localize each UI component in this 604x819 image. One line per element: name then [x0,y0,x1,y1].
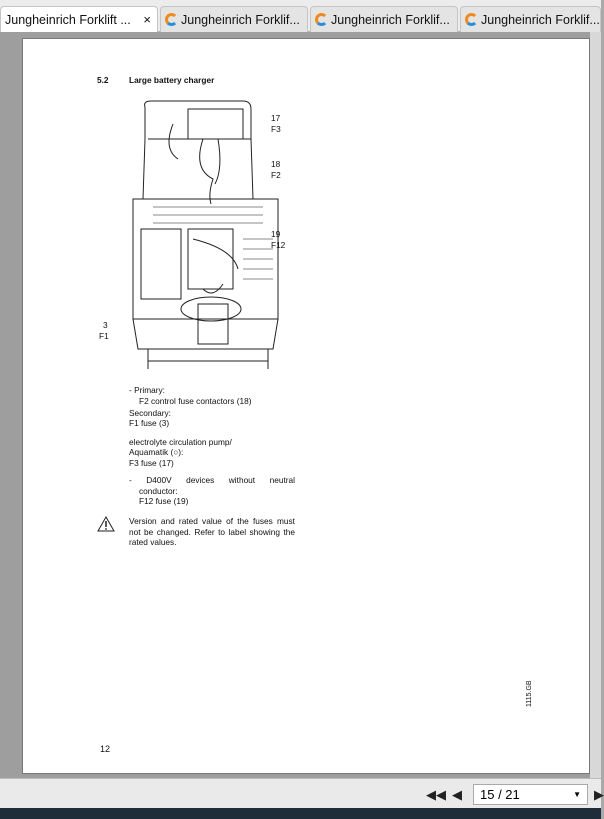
tab-2[interactable] [310,6,458,32]
tab-label: Jungheinrich Forklif... [181,13,300,27]
tab-label: Jungheinrich Forklift ... [5,13,131,27]
callout-19-num: 19 [271,229,281,239]
tab-label: Jungheinrich Forklif... [481,13,600,27]
text-line: - D400V devices without neutral [129,475,295,485]
vertical-scrollbar[interactable] [590,32,601,778]
text-line: F3 fuse (17) [129,458,174,468]
warning-icon [97,516,115,532]
page-navigation-bar [0,778,604,808]
pdf-page [22,38,590,774]
tab-label: Jungheinrich Forklif... [331,13,450,27]
text-line: Aquamatik (○): [129,447,184,457]
chevron-down-icon: ▼ [573,790,581,799]
callout-3-num: 3 [103,320,108,330]
tab-1[interactable] [160,6,308,32]
document-viewer [0,32,601,778]
taskbar [0,808,601,819]
next-page-button[interactable]: ▶ [594,787,604,802]
callout-18-fuse: F2 [271,170,281,180]
tab-0[interactable] [0,6,158,32]
app-icon [315,13,328,26]
text-line: - Primary: [129,385,165,395]
callout-17-num: 17 [271,113,281,123]
page-indicator: 15 / 21 [480,787,520,802]
text-line: Secondary: [129,408,171,418]
callout-17-fuse: F3 [271,124,281,134]
close-tab-icon[interactable]: × [143,12,151,27]
text-line: F2 control fuse contactors (18) [139,396,252,406]
previous-page-button[interactable]: ◀ [452,787,462,802]
text-line: F1 fuse (3) [129,418,170,428]
text-line: electrolyte circulation pump/ [129,437,232,447]
callout-18-num: 18 [271,159,281,169]
page-select[interactable] [473,784,588,805]
app-icon [165,13,178,26]
text-line: conductor: [139,486,178,496]
tab-3[interactable] [460,6,601,32]
tab-bar [0,0,601,32]
section-title: Large battery charger [129,75,215,85]
warning-text: Version and rated value of the fuses must not be changed. Refer to label showing the rated values. [129,516,295,547]
callout-3-fuse: F1 [99,331,109,341]
callout-19-fuse: F12 [271,240,286,250]
app-icon [465,13,478,26]
page-number: 12 [100,744,111,754]
text-line: F12 fuse (19) [139,496,189,506]
section-number: 5.2 [97,75,109,85]
first-page-button[interactable]: ◀◀ [426,787,446,802]
side-code: 1115.GB [526,680,533,707]
